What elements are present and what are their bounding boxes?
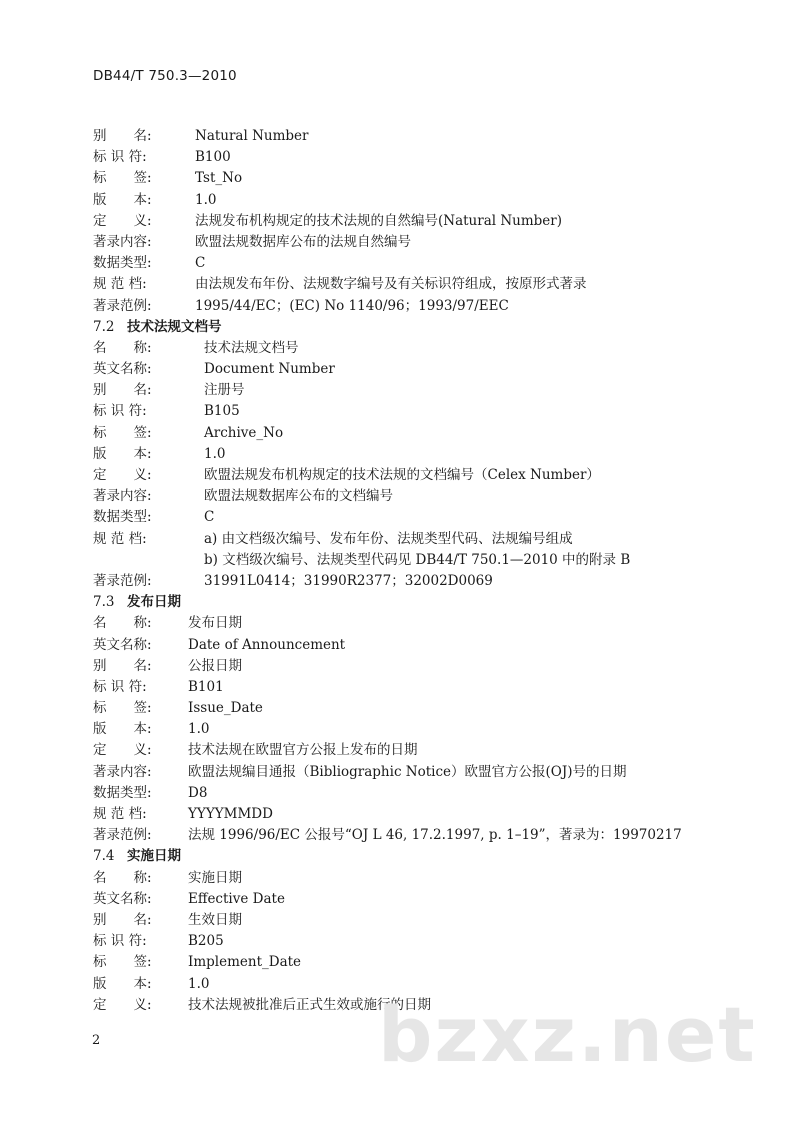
field-label: 别 名:	[93, 911, 152, 928]
field-value: YYYYMMDD	[188, 806, 273, 822]
field-value: 法规 1996/96/EC 公报号“OJ L 46, 17.2.1997, p. 1–19”，著录为：19970217	[188, 827, 682, 844]
field-row	[93, 613, 743, 634]
field-label: 定 义:	[93, 996, 152, 1013]
field-row	[93, 253, 743, 274]
field-row	[93, 740, 743, 761]
field-value: 法规发布机构规定的技术法规的自然编号(Natural Number)	[195, 212, 563, 229]
field-row	[93, 656, 743, 677]
section-number: 7.3	[93, 594, 115, 611]
field-value: 实施日期	[188, 869, 242, 886]
field-value: C	[204, 509, 215, 526]
section-title: 实施日期	[127, 848, 181, 865]
field-label: 名 称:	[93, 615, 152, 632]
field-value: 公报日期	[188, 657, 242, 674]
field-label: 数据类型:	[93, 255, 152, 272]
field-row	[93, 126, 743, 147]
field-value: Tst_No	[195, 170, 243, 187]
field-value: 生效日期	[188, 911, 242, 928]
field-row	[93, 783, 743, 804]
field-label: 标 识 符:	[93, 678, 147, 695]
field-label: 名 称:	[93, 869, 152, 886]
field-value: 1.0	[195, 191, 217, 208]
section-title: 技术法规文档号	[127, 318, 222, 335]
field-label: 别 名:	[93, 128, 152, 144]
field-label: 版 本:	[93, 445, 152, 462]
field-value: D8	[188, 784, 208, 801]
field-value: 欧盟法规数据库公布的法规自然编号	[195, 233, 411, 250]
field-label: 规 范 档:	[93, 276, 147, 293]
field-row	[93, 550, 743, 571]
field-label: 著录范例:	[93, 572, 152, 589]
block-natural-number	[93, 126, 743, 317]
field-label: 英文名称:	[93, 361, 152, 378]
field-label: 规 范 档:	[93, 530, 147, 547]
field-value: C	[195, 255, 206, 272]
field-row	[93, 401, 743, 422]
field-label: 著录内容:	[93, 233, 152, 250]
watermark: bzxz.net	[378, 990, 757, 1079]
field-value: 1995/44/EC；(EC) No 1140/96；1993/97/EEC	[195, 297, 509, 314]
field-label: 著录范例:	[93, 297, 152, 314]
field-row	[93, 486, 743, 507]
section-heading-7-3	[93, 592, 743, 613]
field-row	[93, 931, 743, 952]
field-label: 标 识 符:	[93, 933, 147, 950]
field-value: B100	[195, 149, 231, 166]
field-row	[93, 868, 743, 889]
field-label: 别 名:	[93, 657, 152, 674]
field-row	[93, 698, 743, 719]
field-label: 英文名称:	[93, 890, 152, 907]
field-value: Document Number	[204, 361, 335, 378]
field-value: b) 文档级次编号、法规类型代码见 DB44/T 750.1—2010 中的附录 B	[204, 551, 631, 568]
field-row	[93, 952, 743, 973]
field-row	[93, 507, 743, 528]
field-label: 著录内容:	[93, 763, 152, 780]
page-number: 2	[92, 1033, 101, 1048]
field-row	[93, 147, 743, 168]
field-label: 著录内容:	[93, 488, 152, 505]
field-label: 名 称:	[93, 339, 152, 356]
field-value: B105	[204, 403, 240, 420]
field-value: 技术法规在欧盟官方公报上发布的日期	[188, 742, 418, 759]
field-row	[93, 677, 743, 698]
field-value: Implement_Date	[188, 954, 302, 971]
field-label: 版 本:	[93, 721, 152, 738]
field-row	[93, 423, 743, 444]
field-value: Date of Announcement	[188, 636, 346, 653]
field-value: 1.0	[188, 975, 210, 992]
field-row	[93, 444, 743, 465]
field-value: Effective Date	[188, 890, 285, 907]
field-label: 标 识 符:	[93, 403, 147, 420]
field-row	[93, 190, 743, 211]
section-number: 7.2	[93, 318, 115, 335]
block-date-of-announcement	[93, 613, 743, 846]
section-heading-7-4	[93, 846, 743, 867]
field-label: 定 义:	[93, 742, 152, 759]
field-row	[93, 804, 743, 825]
field-row	[93, 762, 743, 783]
field-label: 标 识 符:	[93, 149, 147, 166]
field-value: B205	[188, 933, 224, 950]
field-row	[93, 380, 743, 401]
field-label: 版 本:	[93, 191, 152, 208]
field-row	[93, 338, 743, 359]
field-row	[93, 825, 743, 846]
field-value: 由法规发布年份、法规数字编号及有关标识符组成，按原形式著录	[195, 276, 587, 293]
field-value: Issue_Date	[188, 700, 263, 717]
field-row	[93, 296, 743, 317]
field-row	[93, 232, 743, 253]
field-label: 定 义:	[93, 212, 152, 229]
field-row	[93, 635, 743, 656]
field-label: 著录范例:	[93, 827, 152, 844]
field-label: 版 本:	[93, 975, 152, 992]
field-label: 定 义:	[93, 467, 152, 483]
field-label: 标 签:	[93, 700, 152, 717]
field-label: 标 签:	[93, 170, 152, 187]
field-label: 英文名称:	[93, 636, 152, 653]
field-value: 31991L0414；31990R2377；32002D0069	[204, 572, 493, 589]
document-body	[93, 126, 743, 1016]
field-value: 欧盟法规编目通报（Bibliographic Notice）欧盟官方公报(OJ)号的日期	[188, 763, 627, 780]
field-row	[93, 274, 743, 295]
field-value: 1.0	[204, 445, 226, 462]
field-label: 数据类型:	[93, 784, 152, 801]
field-value: Natural Number	[195, 128, 309, 144]
field-value: 技术法规被批准后正式生效或施行的日期	[188, 996, 431, 1013]
field-label: 别 名:	[93, 382, 152, 399]
field-row	[93, 719, 743, 740]
field-label: 标 签:	[93, 424, 152, 441]
field-value: B101	[188, 678, 224, 695]
section-number: 7.4	[93, 848, 115, 865]
document-code: DB44/T 750.3—2010	[93, 68, 237, 84]
field-value: 欧盟法规数据库公布的文档编号	[204, 488, 393, 505]
field-row	[93, 529, 743, 550]
field-row	[93, 211, 743, 232]
field-value: 技术法规文档号	[204, 339, 299, 356]
field-value: 欧盟法规发布机构规定的技术法规的文档编号（Celex Number）	[204, 467, 600, 483]
field-label	[93, 550, 204, 571]
field-label: 标 签:	[93, 954, 152, 971]
field-value: 注册号	[204, 382, 245, 399]
field-row	[93, 168, 743, 189]
field-row	[93, 465, 743, 486]
field-label: 数据类型:	[93, 509, 152, 526]
field-row	[93, 359, 743, 380]
section-heading-7-2	[93, 317, 743, 338]
field-value: 1.0	[188, 721, 210, 738]
field-value: Archive_No	[204, 424, 284, 441]
section-title: 发布日期	[127, 594, 181, 611]
field-row	[93, 571, 743, 592]
field-value: a) 由文档级次编号、发布年份、法规类型代码、法规编号组成	[204, 530, 573, 547]
field-value: 发布日期	[188, 615, 242, 632]
block-document-number	[93, 338, 743, 592]
field-label: 规 范 档:	[93, 806, 147, 822]
field-row	[93, 889, 743, 910]
field-row	[93, 910, 743, 931]
